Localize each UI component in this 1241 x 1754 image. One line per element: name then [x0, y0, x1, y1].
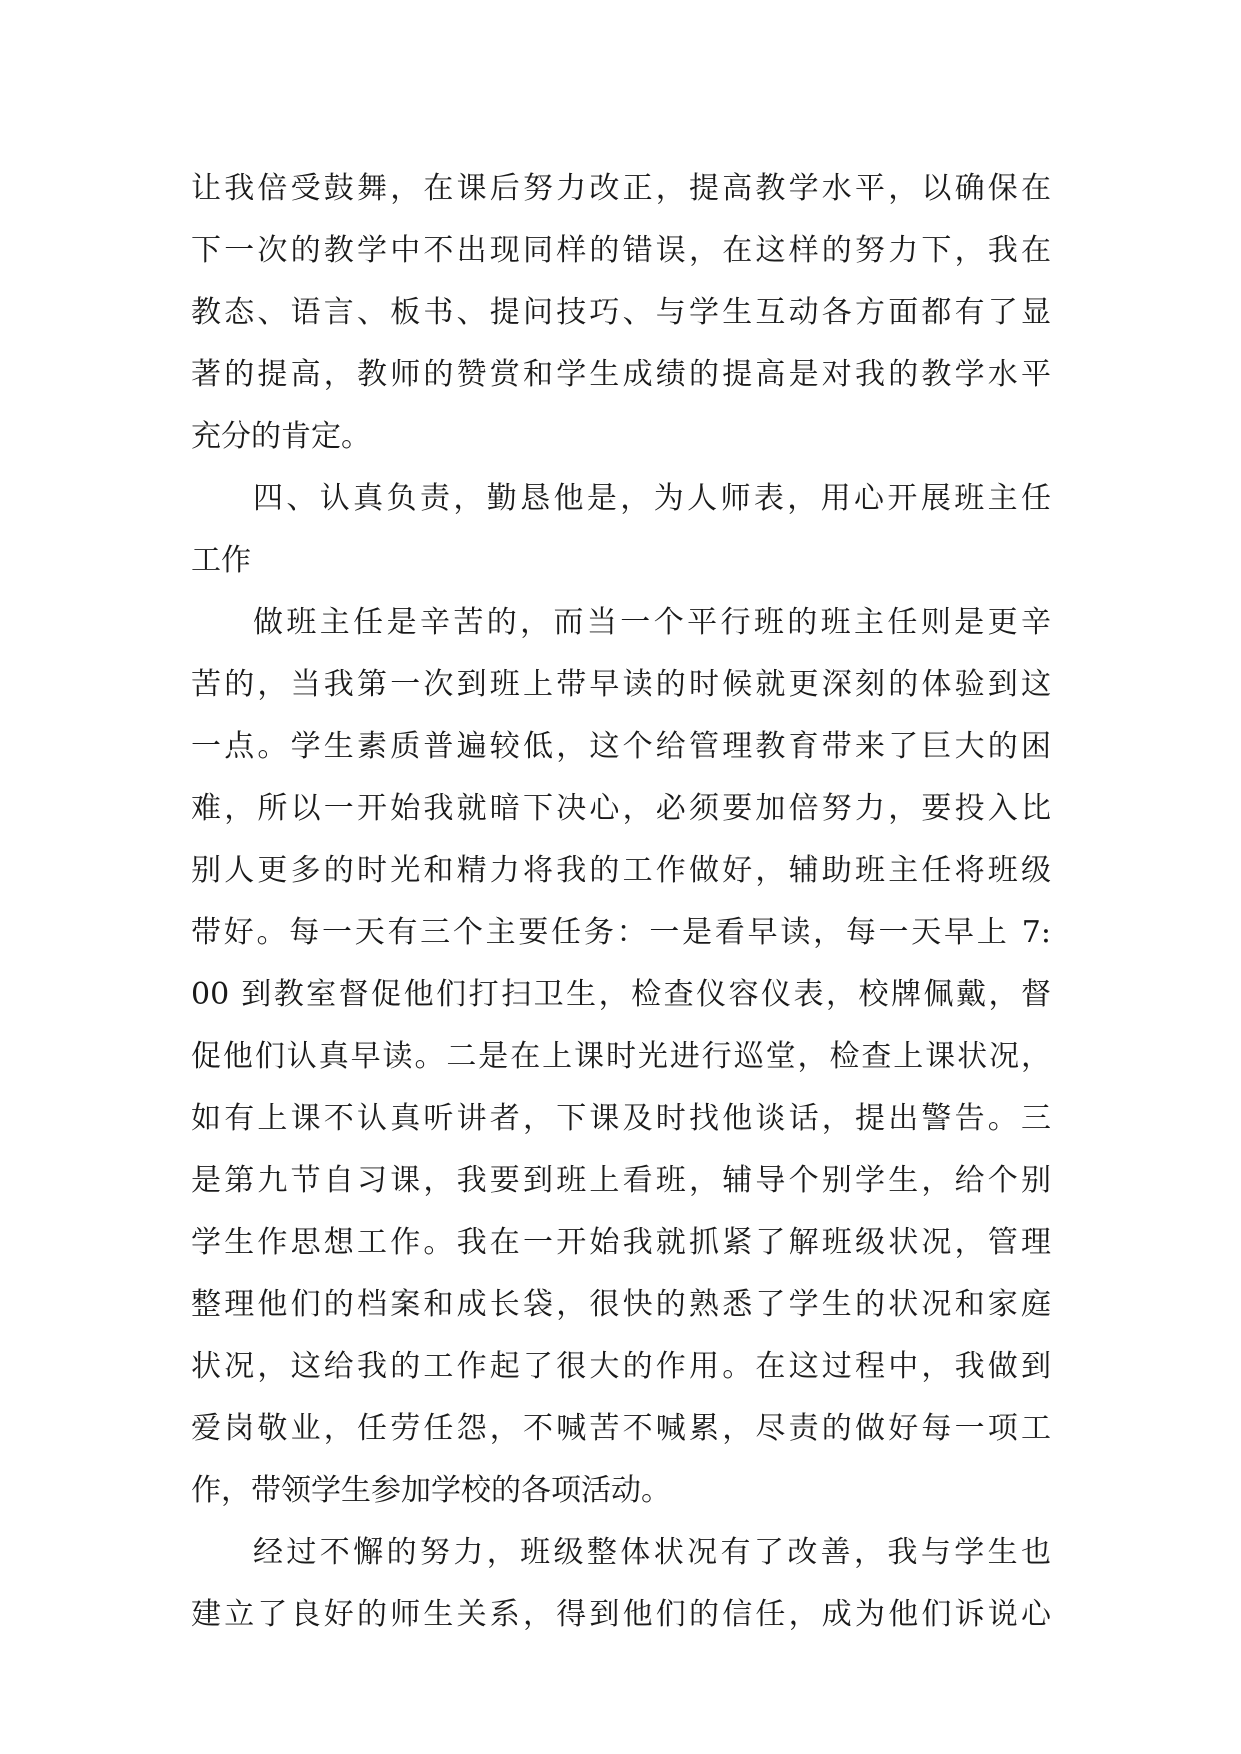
text-line: 建立了良好的师生关系，得到他们的信任，成为他们诉说心	[191, 1597, 1051, 1632]
text-line: 充分的肯定。	[191, 419, 371, 454]
paragraph-first-line: 四、认真负责，勤恳他是，为人师表，用心开展班主任	[253, 481, 1051, 516]
text-line: 爱岗敬业，任劳任怨，不喊苦不喊累，尽责的做好每一项工	[191, 1411, 1051, 1446]
text-line: 学生作思想工作。我在一开始我就抓紧了解班级状况，管理	[191, 1225, 1051, 1260]
text-line: 促他们认真早读。二是在上课时光进行巡堂，检查上课状况，	[191, 1039, 1051, 1074]
text-line: 下一次的教学中不出现同样的错误，在这样的努力下，我在	[191, 233, 1051, 268]
text-line: 工作	[191, 543, 251, 578]
text-line: 状况，这给我的工作起了很大的作用。在这过程中，我做到	[191, 1349, 1051, 1384]
text-line: 作，带领学生参加学校的各项活动。	[191, 1473, 671, 1508]
text-line: 带好。每一天有三个主要任务：一是看早读，每一天早上 7:	[191, 915, 1051, 950]
text-line: 著的提高，教师的赞赏和学生成绩的提高是对我的教学水平	[191, 357, 1051, 392]
text-line: 00 到教室督促他们打扫卫生，检查仪容仪表，校牌佩戴，督	[191, 977, 1051, 1012]
text-line: 教态、语言、板书、提问技巧、与学生互动各方面都有了显	[191, 295, 1051, 330]
text-line: 让我倍受鼓舞，在课后努力改正，提高教学水平，以确保在	[191, 171, 1051, 206]
text-line: 难，所以一开始我就暗下决心，必须要加倍努力，要投入比	[191, 791, 1051, 826]
document-body	[191, 158, 1051, 1646]
paragraph-first-line: 经过不懈的努力，班级整体状况有了改善，我与学生也	[253, 1535, 1051, 1570]
paragraph-first-line: 做班主任是辛苦的，而当一个平行班的班主任则是更辛	[253, 605, 1051, 640]
text-line: 一点。学生素质普遍较低，这个给管理教育带来了巨大的困	[191, 729, 1051, 764]
text-line: 整理他们的档案和成长袋，很快的熟悉了学生的状况和家庭	[191, 1287, 1051, 1322]
text-line: 别人更多的时光和精力将我的工作做好，辅助班主任将班级	[191, 853, 1051, 888]
text-line: 是第九节自习课，我要到班上看班，辅导个别学生，给个别	[191, 1163, 1051, 1198]
text-line: 如有上课不认真听讲者，下课及时找他谈话，提出警告。三	[191, 1101, 1051, 1136]
text-line: 苦的，当我第一次到班上带早读的时候就更深刻的体验到这	[191, 667, 1051, 702]
